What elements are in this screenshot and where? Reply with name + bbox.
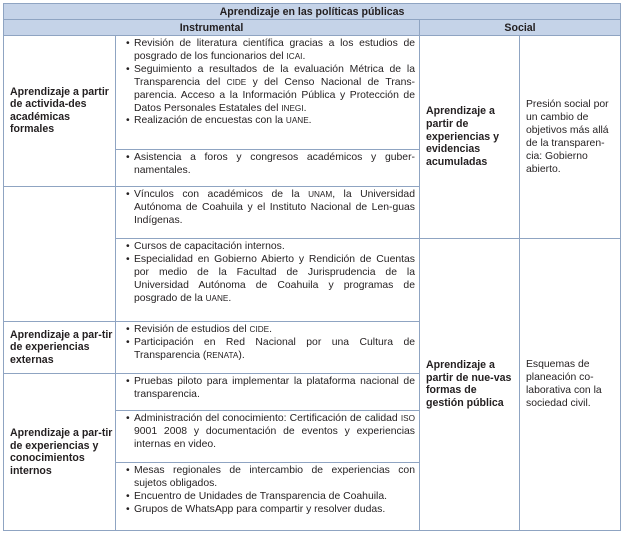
- list-item: • Participación en Red Nacional por una Cultura de Transparencia (RENATA).: [126, 336, 415, 361]
- item-group: [116, 411, 420, 463]
- row-category: Aprendizaje a par-tir de experiencias externas: [4, 322, 116, 374]
- bullet-list: [116, 374, 419, 404]
- bullet-icon: •: [126, 376, 130, 388]
- acronym: INEGI: [281, 103, 304, 113]
- bullet-list: [116, 322, 419, 365]
- row-category: Aprendizaje a partir de activida-des académicas formales: [4, 36, 116, 187]
- item-group: [116, 36, 420, 150]
- bullet-icon: •: [126, 336, 130, 348]
- item-group: [116, 149, 420, 186]
- header-row: [4, 20, 621, 36]
- list-item: • Vínculos con académicos de la UNAM, la Universidad Autónoma de Coahuila y el Instituto Nacional de Len-guas Indígenas.: [126, 188, 415, 226]
- acronym: CIDE: [249, 325, 270, 335]
- social-description: Presión social por un cambio de objetivos más allá de la transparen-cia: Gobierno abierto.: [520, 36, 621, 239]
- bullet-icon: •: [126, 240, 130, 252]
- acronym: UANE: [285, 116, 309, 126]
- bullet-list: [116, 463, 419, 519]
- bullet-list: [116, 150, 419, 180]
- item-group: [116, 238, 420, 321]
- item-group: [116, 322, 420, 374]
- acronym: UANE: [205, 293, 229, 303]
- bullet-icon: •: [126, 504, 130, 516]
- list-item: • Grupos de WhatsApp para compartir y resolver dudas.: [126, 504, 386, 516]
- list-item: • Realización de encuestas con la UANE.: [126, 115, 312, 127]
- title-row: [4, 4, 621, 20]
- acronym: ISO: [400, 414, 415, 424]
- acronym: CIDE: [226, 77, 247, 87]
- item-group: [116, 463, 420, 531]
- social-category: Aprendizaje a partir de experiencias y evidencias acumuladas: [420, 36, 520, 239]
- list-item: • Seguimiento a resultados de la evaluación Métrica de la Transparencia del CIDE y del Censo Nacional de Trans-parencia. Acceso a la Información Pública y Protección de Datos Personales Estatales del INEGI.: [126, 63, 416, 114]
- list-item: • Administración del conocimiento: Certificación de calidad ISO 9001 2008 y documentación de eventos y experiencias internas en video.: [126, 413, 415, 450]
- item-group: [116, 374, 420, 411]
- bullet-icon: •: [126, 253, 130, 265]
- bullet-icon: •: [126, 324, 130, 336]
- bullet-icon: •: [126, 115, 130, 127]
- bullet-icon: •: [126, 491, 130, 503]
- list-item: • Mesas regionales de intercambio de experiencias con sujetos obligados.: [126, 465, 415, 490]
- social-description: Esquemas de planeación co-laborativa con la sociedad civil.: [520, 238, 621, 530]
- item-group: [116, 186, 420, 238]
- bullet-list: [116, 36, 419, 130]
- bullet-icon: •: [126, 151, 130, 163]
- table-row: [4, 36, 621, 150]
- bullet-list: [116, 187, 419, 230]
- bullet-icon: •: [126, 38, 130, 49]
- bullet-list: [116, 239, 419, 308]
- bullet-icon: •: [126, 188, 130, 200]
- social-category: Aprendizaje a partir de nue-vas formas de gestión pública: [420, 238, 520, 530]
- list-item: • Revisión de literatura científica gracias a los estudios de posgrado de los funcionarios del ICAI.: [126, 38, 415, 62]
- acronym: UNAM: [308, 189, 333, 199]
- bullet-list: [116, 411, 419, 454]
- row-category: Aprendizaje a par-tir de experiencias y conocimientos internos: [4, 374, 116, 531]
- bullet-icon: •: [126, 413, 130, 425]
- list-item: • Encuentro de Unidades de Transparencia de Coahuila.: [126, 491, 388, 503]
- table-title: Aprendizaje en las políticas públicas: [4, 4, 621, 20]
- social-header: Social: [420, 20, 621, 36]
- list-item: • Asistencia a foros y congresos académicos y guber-namentales.: [126, 151, 415, 176]
- list-item: • Pruebas piloto para implementar la plataforma nacional de transparencia.: [126, 376, 415, 401]
- list-item: • Cursos de capacitación internos.: [126, 240, 285, 252]
- acronym: RENATA: [206, 350, 239, 360]
- instrumental-header: Instrumental: [4, 20, 420, 36]
- policy-learning-table: [3, 3, 621, 531]
- bullet-icon: •: [126, 63, 130, 75]
- acronym: ICAI: [286, 51, 303, 61]
- bullet-icon: •: [126, 465, 130, 477]
- list-item: • Especialidad en Gobierno Abierto y Rendición de Cuentas por medio de la Facultad de Jurisprudencia de la Universidad Autónoma de Coahuila y programas de posgrado de la UANE.: [126, 253, 415, 304]
- list-item: • Revisión de estudios del CIDE.: [126, 324, 272, 336]
